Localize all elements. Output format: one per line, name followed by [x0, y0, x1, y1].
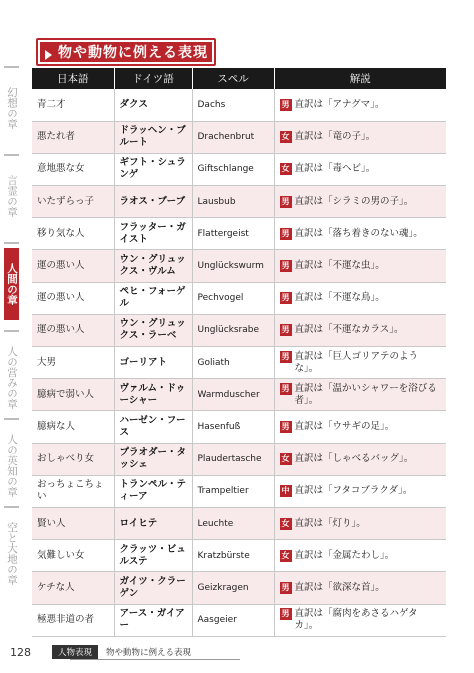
chapter-tab[interactable]: 幻想の章	[6, 87, 18, 129]
german-cell: プラオダー・タッシェ	[114, 443, 192, 475]
japanese-cell: 運の悪い人	[32, 314, 114, 346]
explanation-cell	[274, 443, 446, 475]
explanation-text: 直訳は「フタコブラクダ」。	[294, 485, 413, 497]
explanation-text: 直訳は「不運な虫」。	[294, 260, 385, 272]
title-band	[40, 42, 212, 62]
explanation-cell	[274, 282, 446, 314]
table-row	[32, 411, 446, 443]
header-spelling: スペル	[192, 68, 274, 89]
footer-divider	[70, 659, 240, 660]
gender-badge: 男	[281, 196, 290, 206]
explanation-cell	[274, 153, 446, 185]
chapter-divider	[4, 66, 19, 68]
table-row	[32, 475, 446, 507]
gender-badge: 男	[281, 325, 290, 335]
page-number: 128	[10, 645, 31, 659]
spelling-cell: Flattergeist	[192, 218, 274, 250]
gender-badge: 女	[281, 132, 290, 142]
spelling-cell: Lausbub	[192, 186, 274, 218]
chapter-divider	[4, 242, 19, 244]
gender-badge: 男	[281, 261, 290, 271]
german-cell: ペヒ・フォーゲル	[114, 282, 192, 314]
table-row	[32, 507, 446, 539]
explanation-cell	[274, 475, 446, 507]
german-cell: ガイツ・クラーゲン	[114, 572, 192, 604]
explanation-cell	[274, 121, 446, 153]
german-cell: ドラッヘン・ブルート	[114, 121, 192, 153]
japanese-cell: おしゃべり女	[32, 443, 114, 475]
table-row	[32, 314, 446, 346]
japanese-cell: 極悪非道の者	[32, 604, 114, 636]
gender-badge: 男	[281, 351, 290, 361]
explanation-cell	[274, 572, 446, 604]
explanation-cell	[274, 186, 446, 218]
spelling-cell: Unglückswurm	[192, 250, 274, 282]
spelling-cell: Giftschlange	[192, 153, 274, 185]
chapter-divider	[4, 506, 19, 508]
explanation-text: 直訳は「アナグマ」。	[294, 98, 385, 110]
gender-badge: 男	[281, 421, 290, 431]
explanation-text: 直訳は「不運な鳥」。	[294, 292, 385, 304]
gender-badge: 男	[281, 609, 290, 619]
spelling-cell: Warmduscher	[192, 379, 274, 411]
explanation-text: 直訳は「金属たわし」。	[294, 549, 395, 561]
japanese-cell: 臆病で弱い人	[32, 379, 114, 411]
german-cell: ハーゼン・フース	[114, 411, 192, 443]
explanation-text: 直訳は「腐肉をあさるハゲタカ」。	[294, 608, 418, 632]
spelling-cell: Dachs	[192, 89, 274, 121]
chapter-divider	[4, 154, 19, 156]
spelling-cell: Kratzbürste	[192, 540, 274, 572]
explanation-text: 直訳は「シラミの男の子」。	[294, 195, 414, 207]
japanese-cell: 悪たれ者	[32, 121, 114, 153]
japanese-cell: ケチな人	[32, 572, 114, 604]
spelling-cell: Trampeltier	[192, 475, 274, 507]
spelling-cell: Geizkragen	[192, 572, 274, 604]
explanation-text: 直訳は「不運なカラス」。	[294, 324, 404, 336]
german-cell: ヴァルム・ドゥーシャー	[114, 379, 192, 411]
explanation-text: 直訳は「巨人ゴリアテのような」。	[294, 350, 419, 374]
explanation-text: 直訳は「灯り」。	[294, 517, 366, 529]
german-cell: ロイヒテ	[114, 507, 192, 539]
japanese-cell: 運の悪い人	[32, 250, 114, 282]
table-row	[32, 604, 446, 636]
table-row	[32, 572, 446, 604]
table-row	[32, 89, 446, 121]
explanation-cell	[274, 218, 446, 250]
spelling-cell: Plaudertasche	[192, 443, 274, 475]
footer-section-tag: 人物表現	[52, 645, 98, 659]
japanese-cell: 意地悪な女	[32, 153, 114, 185]
gender-badge: 女	[281, 518, 290, 528]
german-cell: アース・ガイアー	[114, 604, 192, 636]
table-row	[32, 379, 446, 411]
spelling-cell: Goliath	[192, 347, 274, 379]
footer-subtitle: 物や動物に例える表現	[106, 648, 192, 658]
chapter-tab[interactable]: 言霊の章	[6, 175, 18, 217]
table-header-row	[32, 68, 446, 89]
german-cell: トランペル・ティーア	[114, 475, 192, 507]
german-cell: クラッツ・ビュルステ	[114, 540, 192, 572]
japanese-cell: おっちょこちょい	[32, 475, 114, 507]
header-japanese: 日本語	[32, 68, 114, 89]
spelling-cell: Drachenbrut	[192, 121, 274, 153]
table-row	[32, 121, 446, 153]
spelling-cell: Pechvogel	[192, 282, 274, 314]
explanation-cell	[274, 250, 446, 282]
explanation-text: 直訳は「落ち着きのない魂」。	[294, 227, 423, 239]
japanese-cell: 青二才	[32, 89, 114, 121]
japanese-cell: 運の悪い人	[32, 282, 114, 314]
explanation-cell	[274, 507, 446, 539]
table-row	[32, 443, 446, 475]
gender-badge: 男	[281, 383, 290, 393]
explanation-text: 直訳は「毒ヘビ」。	[294, 163, 376, 175]
explanation-text: 直訳は「欲深な首」。	[294, 581, 385, 593]
table-row	[32, 250, 446, 282]
gender-badge: 男	[281, 228, 290, 238]
japanese-cell: 賢い人	[32, 507, 114, 539]
explanation-text: 直訳は「しゃべるバッグ」。	[294, 453, 414, 465]
japanese-cell: 移り気な人	[32, 218, 114, 250]
gender-badge: 女	[281, 164, 290, 174]
chapter-divider	[4, 418, 19, 420]
vocabulary-table	[32, 68, 446, 637]
german-cell: フラッター・ガイスト	[114, 218, 192, 250]
explanation-text: 直訳は「ウサギの足」。	[294, 420, 395, 432]
header-explanation: 解説	[274, 68, 446, 89]
table-row	[32, 282, 446, 314]
spelling-cell: Leuchte	[192, 507, 274, 539]
japanese-cell: いたずらっ子	[32, 186, 114, 218]
german-cell: ウン・グリュックス・ラーベ	[114, 314, 192, 346]
table-row	[32, 186, 446, 218]
german-cell: ウン・グリュックス・ヴルム	[114, 250, 192, 282]
gender-badge: 男	[281, 293, 290, 303]
german-cell: ラオス・ブーブ	[114, 186, 192, 218]
explanation-cell	[274, 314, 446, 346]
table-row	[32, 153, 446, 185]
chapter-tab[interactable]: 人間の章	[4, 248, 19, 320]
japanese-cell: 気難しい女	[32, 540, 114, 572]
explanation-cell	[274, 347, 446, 379]
title-arrow-icon	[45, 50, 52, 60]
section-title	[36, 38, 216, 66]
gender-badge: 中	[281, 486, 290, 496]
explanation-text: 直訳は「温かいシャワーを浴びる者」。	[294, 382, 437, 406]
table-row	[32, 540, 446, 572]
table-row	[32, 218, 446, 250]
gender-badge: 男	[281, 582, 290, 592]
table-row	[32, 347, 446, 379]
spelling-cell: Unglücksrabe	[192, 314, 274, 346]
german-cell: ギフト・シュランゲ	[114, 153, 192, 185]
gender-badge: 男	[281, 99, 290, 109]
japanese-cell: 臆病な人	[32, 411, 114, 443]
spelling-cell: Hasenfuß	[192, 411, 274, 443]
header-german: ドイツ語	[114, 68, 192, 89]
gender-badge: 女	[281, 454, 290, 464]
chapter-tab[interactable]: 空と大地の章	[6, 521, 18, 585]
explanation-cell	[274, 604, 446, 636]
german-cell: ダクス	[114, 89, 192, 121]
explanation-cell	[274, 540, 446, 572]
german-cell: ゴーリアト	[114, 347, 192, 379]
chapter-tab[interactable]: 人の営みの章	[6, 345, 18, 409]
explanation-cell	[274, 379, 446, 411]
gender-badge: 女	[281, 550, 290, 560]
japanese-cell: 大男	[32, 347, 114, 379]
spelling-cell: Aasgeier	[192, 604, 274, 636]
explanation-cell	[274, 89, 446, 121]
chapter-tab[interactable]: 人の英知の章	[6, 433, 18, 497]
title-text: 物や動物に例える表現	[58, 45, 208, 61]
explanation-text: 直訳は「竜の子」。	[294, 131, 376, 143]
explanation-cell	[274, 411, 446, 443]
chapter-divider	[4, 330, 19, 332]
page-footer	[10, 645, 191, 659]
